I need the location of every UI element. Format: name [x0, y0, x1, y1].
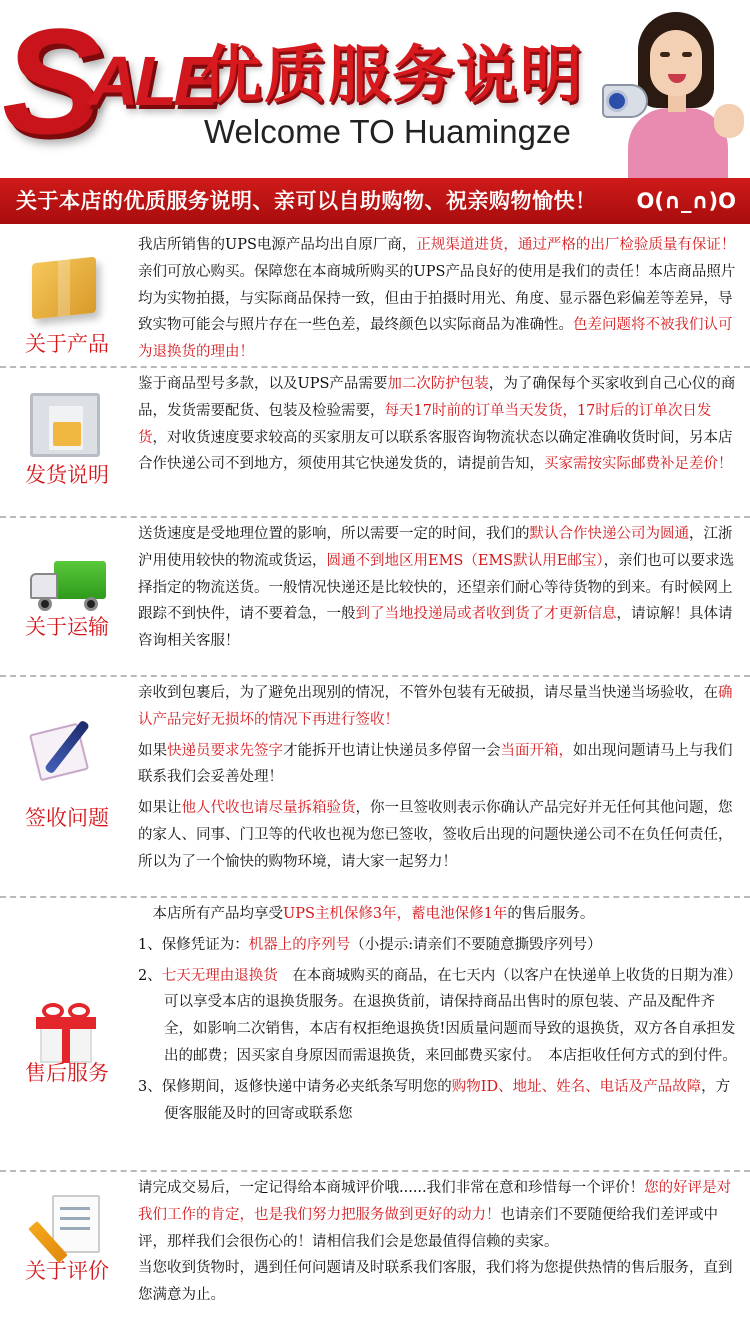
section-body — [138, 901, 738, 1127]
section-title: 签收问题 — [25, 806, 109, 830]
paragraph — [138, 1074, 738, 1128]
section-1 — [0, 228, 750, 365]
section-2 — [0, 367, 750, 515]
body-text: 才能拆开也请让快递员多停留一会 — [283, 742, 501, 759]
sign-pen-icon — [20, 706, 112, 784]
paragraph — [138, 932, 738, 959]
section-body — [138, 680, 738, 876]
sale-logo-ale: ALE — [88, 42, 216, 120]
page-subtitle: Welcome TO Huamingze — [204, 113, 571, 150]
page-title: 优质服务说明 — [200, 38, 585, 111]
paragraph — [138, 901, 738, 928]
body-text: ，亲们也可以要求选择指定的物流送货。一般情况快递还是比较快的，还望亲们耐心等待货物的到来。有时候网上跟踪不到快件，请不要着急，一般 — [138, 552, 735, 623]
section-title: 售后服务 — [25, 1061, 109, 1085]
sale-logo-s: S — [2, 0, 103, 165]
body-text: 2、 — [138, 967, 162, 984]
body-text: 送货速度是受地理位置的影响，所以需要一定的时间，我们的 — [138, 526, 530, 542]
body-text: 亲们可放心购买。保障您在本商城所购买的UPS产品良好的使用是我们的责任！本店商品照片均为实物拍摄，与实际商品保持一致，但由于拍摄时用光、角度、显示器色彩偏差等差异，导致实物可能会与照片存在一些色差，最终颜色以实际商品为准确性。 — [138, 263, 736, 334]
highlight-text: 加二次防护包装 — [387, 376, 489, 392]
highlight-text: 圆通不到地区用EMS（EMS默认用E邮宝） — [326, 552, 604, 569]
paragraph — [138, 738, 738, 792]
page-header — [0, 0, 750, 178]
pencil-note-icon — [20, 1185, 112, 1263]
highlight-text: 买家需按实际邮费补足差价！ — [544, 456, 733, 473]
paragraph — [138, 521, 738, 655]
banner-text: 关于本店的优质服务说明、亲可以自助购物、祝亲购物愉快！ — [16, 189, 597, 213]
highlight-text: 机器上的序列号 — [248, 936, 351, 953]
body-text: 请完成交易后，一定记得给本商城评价哦......我们非常在意和珍惜每一个评价！ — [138, 1180, 645, 1196]
highlight-text: 正规渠道进货，通过严格的出厂检验质量有保证！ — [416, 237, 736, 253]
section-4 — [0, 676, 750, 895]
body-text: 如果让 — [138, 800, 182, 817]
section-body — [138, 521, 738, 655]
paragraph — [138, 795, 738, 875]
section-body — [138, 371, 738, 478]
body-text: 亲收到包裹后，为了避免出现别的情况，不管外包装有无破损，请尽量当快递当场验收，在 — [138, 685, 718, 701]
body-text: 在本商城购买的商品，在七天内（以客户在快递单上收货的日期为准）可以享受本店的退换货服务。在退换货前，请保持商品出售时的原包装、产品及配件齐全，如影响二次销售，本店有权拒绝退换货!因质量问题而导致的退换货，双方各自承担发出的邮费；因买家自身原因而需退换货，来回邮费买家付。 本店拒收任何方式的到付件。 — [164, 967, 737, 1064]
section-title: 发货说明 — [25, 463, 109, 487]
highlight-text: UPS主机保修3年，蓄电池保修1年 — [283, 906, 508, 922]
section-5 — [0, 897, 750, 1169]
section-title: 关于产品 — [25, 332, 109, 356]
section-body — [138, 232, 738, 366]
body-text: ，江浙沪用使用较快的物流或货运， — [138, 526, 733, 569]
body-text: ，对收货速度要求较高的买家朋友可以联系客服咨询物流状态以确定准确收货时间，另本店合作快递公司不到地方，须使用其它快递发货的，请提前告知， — [138, 429, 733, 473]
body-text: 鉴于商品型号多款，以及UPS产品需要 — [138, 376, 388, 392]
highlight-text: 到了当地投递局或者收到货了才更新信息 — [355, 606, 617, 623]
paragraph — [138, 232, 738, 366]
highlight-text: 购物ID、地址、姓名、电话及产品故障 — [451, 1078, 702, 1095]
body-text: （小提示:请亲们不要随意撕毁序列号） — [350, 936, 602, 953]
body-text: 如出现问题请马上与我们联系我们会妥善处理！ — [138, 742, 733, 786]
section-title: 关于运输 — [25, 615, 109, 639]
highlight-text: 默认合作快递公司为圆通 — [529, 526, 689, 542]
body-text: ，为了确保每个买家收到自己心仪的商品，发货需要配货、包装及检验需要， — [138, 376, 736, 419]
package-box-icon — [20, 252, 112, 330]
body-text: ，请谅解！具体请咨询相关客服！ — [138, 606, 733, 650]
highlight-text: 色差问题将不被我们认可为退换货的理由！ — [138, 317, 733, 361]
body-text: 本店所有产品均享受 — [138, 906, 283, 922]
highlight-text: 当面开箱， — [500, 742, 573, 759]
section-6 — [0, 1171, 750, 1331]
paragraph — [138, 963, 738, 1070]
paragraph — [138, 371, 738, 478]
body-text: 1、保修凭证为： — [138, 936, 249, 953]
body-text: ，你一旦签收则表示你确认产品完好并无任何其他问题，您的家人、同事、门卫等的代收也视为您已签收，签收后出现的问题快递公司不在负任何责任，所以为了一个愉快的购物环境，请大家一起努力！ — [138, 800, 733, 870]
body-text: 的售后服务。 — [507, 906, 595, 922]
highlight-text: 他人代收也请尽量拆箱验货 — [181, 800, 356, 817]
body-text: 我店所销售的UPS电源产品均出自原厂商， — [138, 237, 417, 253]
highlight-text: 每天17时前的订单当天发货，17时后的订单次日发货 — [138, 402, 712, 446]
section-3 — [0, 517, 750, 674]
paragraph — [138, 680, 738, 734]
model-with-megaphone-image — [598, 8, 750, 178]
paragraph — [138, 1255, 738, 1309]
body-text: ，方便客服能及时的回寄或联系您 — [164, 1078, 731, 1122]
intro-banner — [0, 178, 750, 224]
banner-emoticon: O(∩_∩)O — [636, 189, 736, 213]
body-text: 也请亲们不要随便给我们差评或中评，那样我们会很伤心的！请相信我们会是您最值得信赖的卖家。 — [138, 1206, 718, 1250]
sale-logo — [2, 0, 216, 166]
highlight-text: 您的好评是对我们工作的肯定，也是我们努力把服务做到更好的动力！ — [138, 1180, 732, 1223]
body-text: 如果 — [138, 742, 167, 759]
highlight-text: 确认产品完好无损坏的情况下再进行签收！ — [138, 685, 733, 728]
section-title: 关于评价 — [25, 1259, 109, 1283]
highlight-text: 七天无理由退换货 — [161, 967, 278, 984]
paragraph — [138, 1175, 738, 1255]
warehouse-door-icon — [20, 387, 112, 465]
body-text: 当您收到货物时，遇到任何问题请及时联系我们客服，我们将为您提供热情的售后服务，直到您满意为止。 — [138, 1260, 733, 1304]
body-text: 3、保修期间，返修快递中请务必夹纸条写明您的 — [138, 1078, 452, 1095]
highlight-text: 快递员要求先签字 — [167, 742, 283, 759]
section-body — [138, 1175, 738, 1309]
